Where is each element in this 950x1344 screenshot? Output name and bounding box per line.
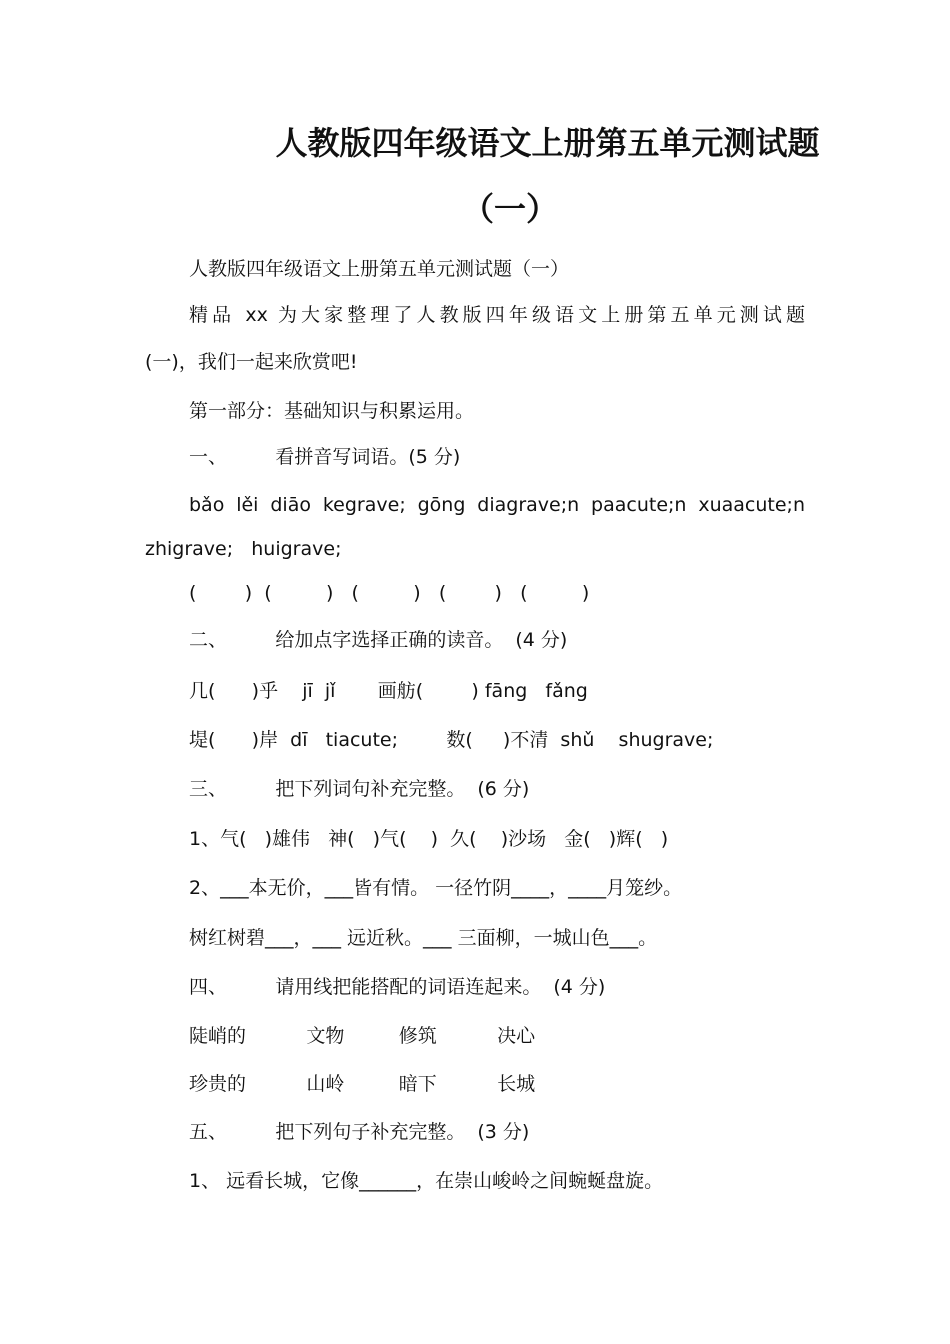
document-title-suffix: （一） — [461, 190, 558, 228]
question-1-pinyin-line-2: zhigrave; huigrave; — [145, 538, 342, 560]
question-4-row-2: 珍贵的 山岭 暗下 长城 — [189, 1073, 536, 1095]
question-4-row-1: 陡峭的 文物 修筑 决心 — [189, 1025, 536, 1047]
question-1-answer-blanks: ( ) ( ) ( ) ( ) ( ) — [189, 582, 590, 604]
question-3-heading: 三、 把下列词句补充完整。 (6 分) — [189, 778, 530, 800]
part-one-heading: 第一部分：基础知识与积累运用。 — [189, 400, 475, 422]
question-2-item-1: 几( )乎 jī jǐ 画舫( ) fāng fǎng — [189, 680, 588, 702]
question-5-heading: 五、 把下列句子补充完整。 (3 分) — [189, 1121, 530, 1143]
intro-paragraph-line-1: 精品 xx 为大家整理了人教版四年级语文上册第五单元测试题 — [189, 304, 805, 326]
document-title: 人教版四年级语文上册第五单元测试题 — [275, 124, 820, 162]
question-3-item-2: 2、___本无价，___皆有情。 一径竹阴____，____月笼纱。 — [189, 877, 683, 899]
question-1-heading: 一、 看拼音写词语。(5 分) — [189, 446, 461, 468]
question-3-item-2-continued: 树红树碧___，___ 远近秋。___ 三面柳，一城山色___。 — [189, 927, 658, 949]
question-1-pinyin-line-1: bǎo lěi diāo kegrave; gōng diagrave;n paacute;n xuaacute;n — [189, 494, 805, 516]
question-4-heading: 四、 请用线把能搭配的词语连起来。 (4 分) — [189, 976, 606, 998]
question-2-item-2: 堤( )岸 dī tiacute; 数( )不清 shǔ shugrave; — [189, 729, 714, 751]
question-2-heading: 二、 给加点字选择正确的读音。 (4 分) — [189, 629, 568, 651]
intro-title-line: 人教版四年级语文上册第五单元测试题（一） — [189, 258, 570, 280]
question-3-item-1: 1、气( )雄伟 神( )气( ) 久( )沙场 金( )辉( ) — [189, 828, 669, 850]
question-5-item-1: 1、 远看长城，它像______，在崇山峻岭之间蜿蜒盘旋。 — [189, 1170, 664, 1192]
intro-paragraph-line-2: (一)，我们一起来欣赏吧! — [145, 351, 358, 373]
